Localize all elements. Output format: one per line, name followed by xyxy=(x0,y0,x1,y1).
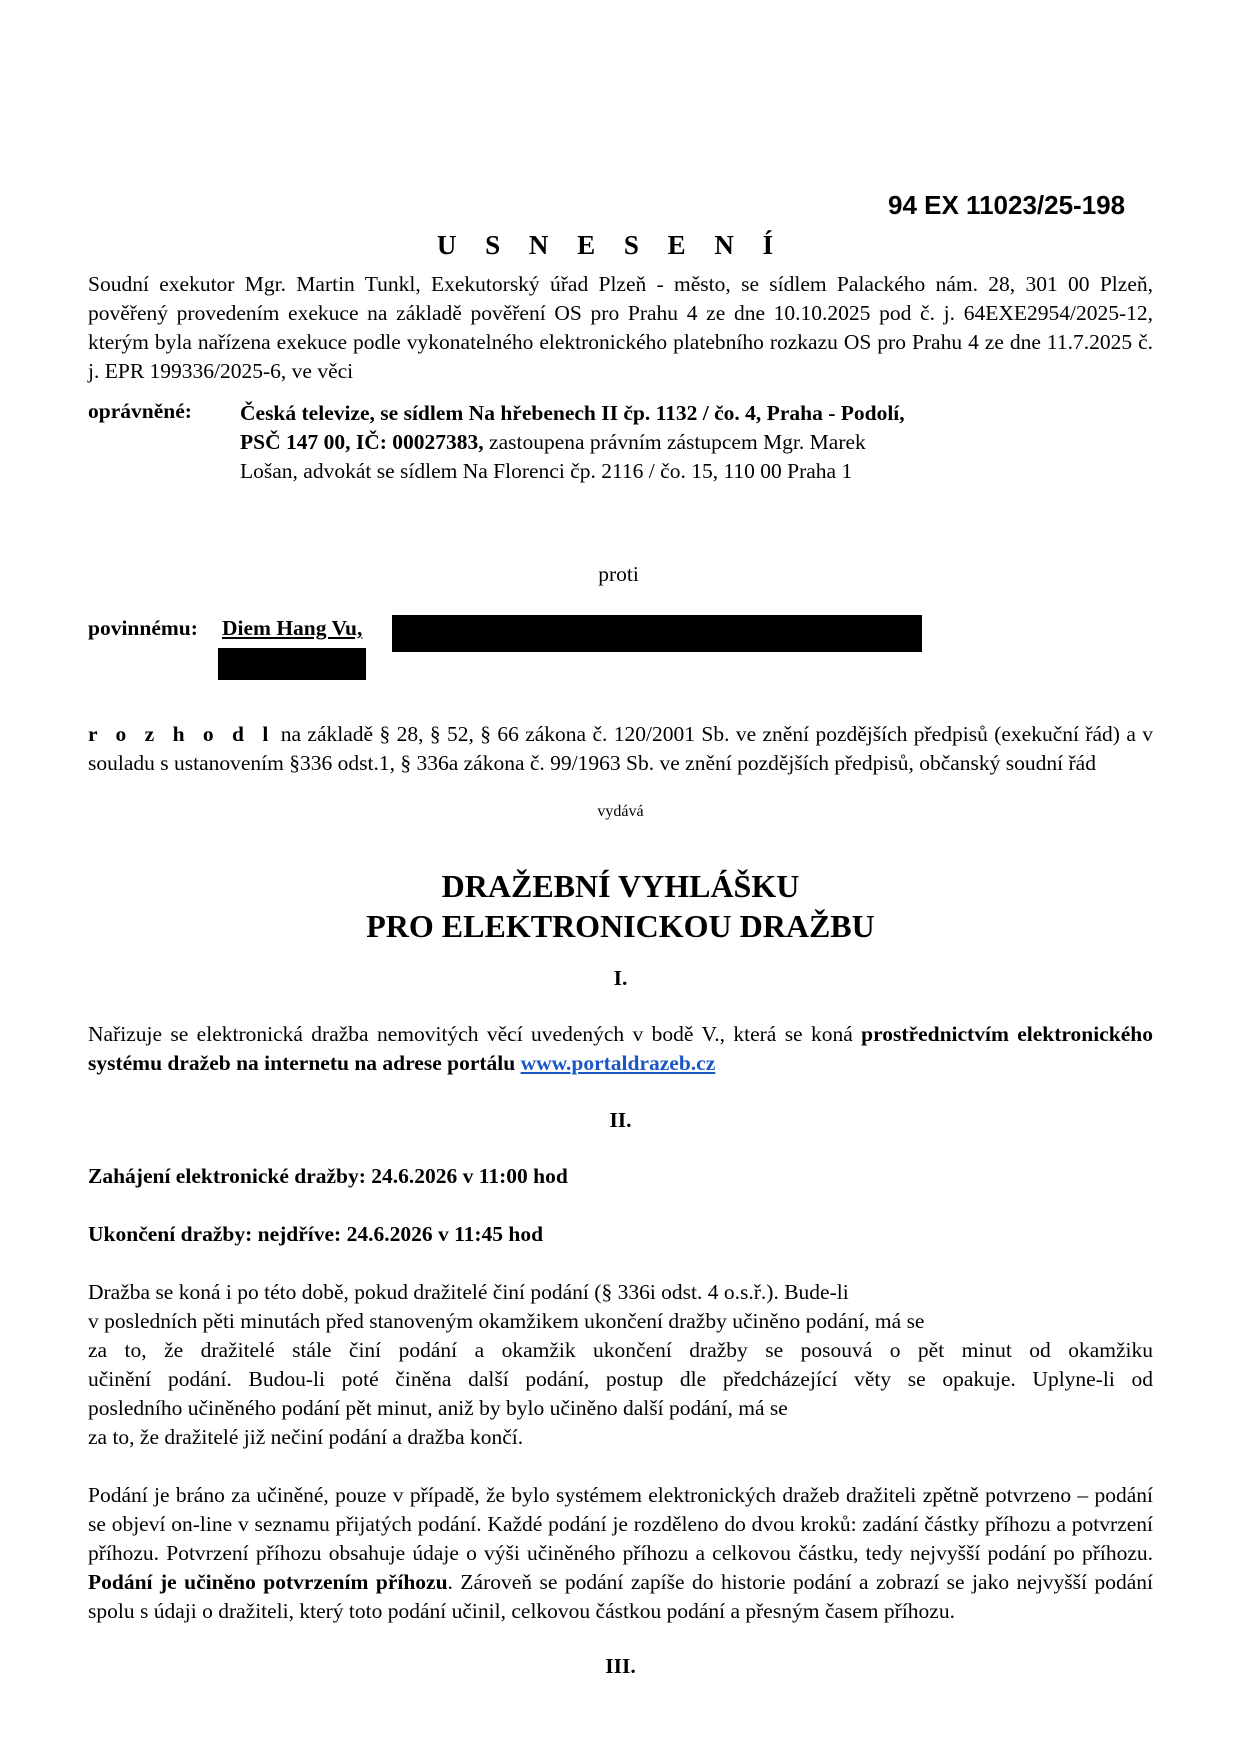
auction-notice-title-line-1: DRAŽEBNÍ VYHLÁŠKU xyxy=(441,868,800,904)
intro-paragraph: Soudní exekutor Mgr. Martin Tunkl, Exekutorský úřad Plzeň - město, se sídlem Palackého nám. 28, 301 00 Plzeň, pověřený provedením exekuce na základě pověření OS pro Prahu 4 ze dne 10.10.2025 pod č. j. 64EXE2954/2025-12, kterým byla nařízena exekuce podle vykonatelného elektronického platebního rozkazu OS pro Prahu 4 ze dne 11.7.2025 č. j. EPR 199336/2025-6, ve věci xyxy=(88,272,1153,383)
auction-notice-title xyxy=(0,866,1241,946)
debtor-name: Diem Hang Vu, xyxy=(222,616,363,640)
portal-link[interactable]: www.portaldrazeb.cz xyxy=(520,1051,716,1075)
title-text: U S N E S E N Í xyxy=(436,230,785,260)
creditor-line-3: Lošan, advokát se sídlem Na Florenci čp. 2116 / čo. 15, 110 00 Praha 1 xyxy=(240,459,853,483)
decision-text: na základě § 28, § 52, § 66 zákona č. 120/2001 Sb. ve znění pozdějších předpisů (exekuční řád) a v souladu s ustanovením §336 odst.1, § 336a zákona č. 99/1963 Sb. ve znění pozdějších předpisů, občanský soudní řád xyxy=(88,722,1153,775)
auction-end: Ukončení dražby: nejdříve: 24.6.2026 v 11:45 hod xyxy=(88,1222,544,1246)
para1-line-4: učinění podání. Budou-li poté činěna další podání, postup dle předcházející věty se opakuje. Uplyne-li od xyxy=(88,1367,1153,1391)
auction-notice-title-line-2: PRO ELEKTRONICKOU DRAŽBU xyxy=(366,908,875,944)
redacted-address-block xyxy=(392,615,922,652)
para1-line-1: Dražba se koná i po této době, pokud dražitelé činí podání (§ 336i odst. 4 o.s.ř.). Bude-li xyxy=(88,1280,849,1304)
issues-label: vydává xyxy=(597,803,644,820)
versus-label: proti xyxy=(598,562,639,586)
para1-line-3: za to, že dražitelé stále činí podání a okamžik ukončení dražby se posouvá o pět minut od okamžiku xyxy=(88,1338,1153,1362)
section-1-paragraph xyxy=(88,1020,1153,1078)
para1-line-5: posledního učiněného podání pět minut, aniž by bylo učiněno další podání, má se xyxy=(88,1396,788,1420)
creditor-representative: zastoupena právním zástupcem Mgr. Marek xyxy=(483,430,866,454)
section-1-heading: I. xyxy=(613,966,628,990)
issues-text xyxy=(0,803,1241,821)
para1-line-6: za to, že dražitelé již nečiní podání a dražba končí. xyxy=(88,1425,524,1449)
creditor-block xyxy=(240,399,1060,486)
creditor-line-2 xyxy=(240,428,1060,457)
creditor-label: oprávněné: xyxy=(88,399,192,423)
creditor-line-1: Česká televize, se sídlem Na hřebenech II čp. 1132 / čo. 4, Praha - Podolí, xyxy=(240,401,905,425)
decision-keyword: r o z h o d l xyxy=(88,722,275,746)
para2-text-a: Podání je bráno za učiněné, pouze v případě, že bylo systémem elektronických dražeb dražiteli zpětně potvrzeno – podání se objeví on-line v seznamu přijatých podání. Každé podání je rozděleno do dvou kroků: zadání částky příhozu a potvrzení příhozu. Potvrzení příhozu obsahuje údaje o výši učiněného příhozu a celkovou částku, tedy nejvyšší podání po příhozu. xyxy=(88,1483,1153,1565)
document-title xyxy=(0,230,1241,261)
para2-text-b: . Zároveň se podání zapíše do historie podání a zobrazí se jako nejvyšší podání spolu s údaji o dražiteli, který toto podání učinil, celkovou částkou podání a přesným časem příhozu. xyxy=(88,1570,1154,1623)
versus-text xyxy=(0,560,1241,589)
para1-line-2: v posledních pěti minutách před stanoveným okamžikem ukončení dražby učiněno podání, má se xyxy=(88,1309,925,1333)
debtor-label: povinnému: xyxy=(88,616,198,640)
section-3-heading: III. xyxy=(605,1654,636,1678)
creditor-postal-id: PSČ 147 00, IČ: 00027383, xyxy=(240,430,484,454)
auction-start: Zahájení elektronické dražby: 24.6.2026 v 11:00 hod xyxy=(88,1164,568,1188)
case-reference: 94 EX 11023/25-198 xyxy=(888,190,1126,220)
para2-bold: Podání je učiněno potvrzením příhozu xyxy=(88,1570,448,1594)
para2 xyxy=(88,1481,1153,1626)
section-1-bold-text: prostřednictvím elektronického systému dražeb na internetu na adrese portálu xyxy=(88,1022,1153,1075)
redacted-address-block-2 xyxy=(218,648,366,680)
section-1-plain-text: Nařizuje se elektronická dražba nemovitých věcí uvedených v bodě V., která se koná xyxy=(88,1022,862,1046)
decision-paragraph xyxy=(88,720,1153,778)
section-2-heading: II. xyxy=(609,1108,632,1132)
